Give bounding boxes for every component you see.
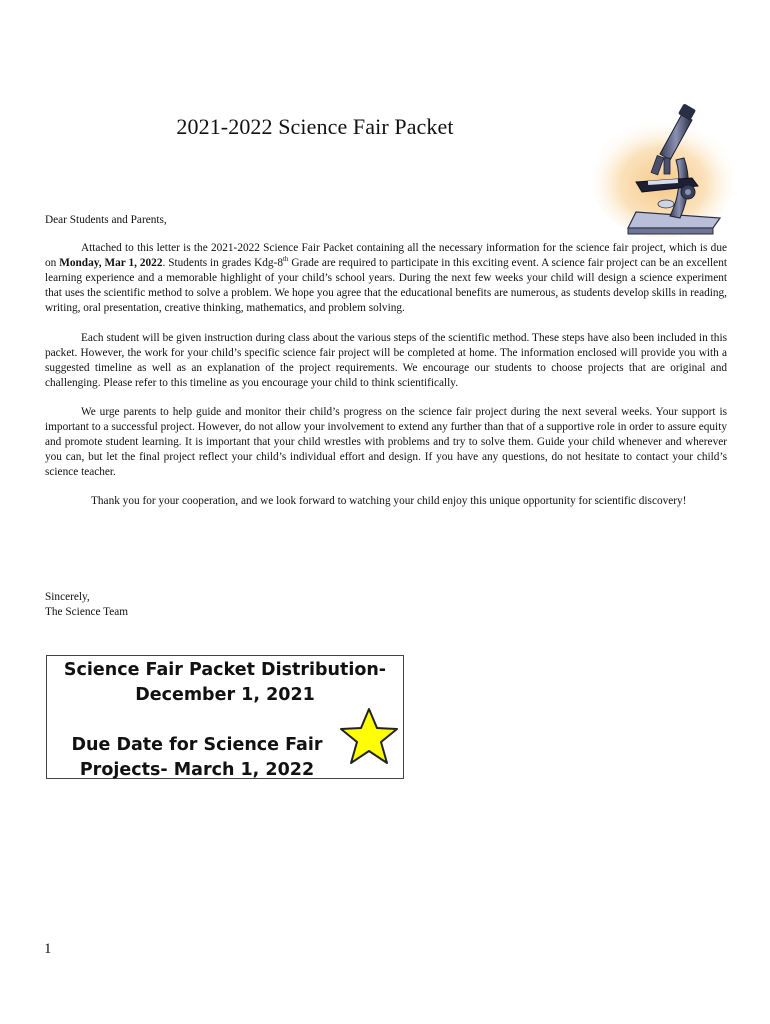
paragraph-1-text-2: . Students in grades Kdg-8	[162, 257, 283, 270]
paragraph-1	[45, 241, 727, 316]
due-line-1: Due Date for Science Fair	[71, 735, 323, 755]
paragraph-1-text: Attached to this letter is the 2021-2022 Science Fair Packet containing all the necessary information for the science fair project, which is due on	[45, 242, 727, 270]
letter-body	[45, 213, 727, 510]
paragraph-3: We urge parents to help guide and monitor their child’s progress on the science fair project during the next several weeks. Your support is important to a successful project. However, do not allow your involvement to extend any further than that of a supportive role in order to assure equity and promote student learning. It is important that your child wrestles with problems and try to solve them. Guide your child whenever and wherever you can, but let the final project reflect your child’s individual effort and design. If you have any questions, do not hesitate to contact your child’s science teacher.	[45, 405, 727, 479]
page-title: 2021-2022 Science Fair Packet	[176, 114, 454, 139]
greeting: Dear Students and Parents,	[45, 214, 167, 226]
distribution-line-1: Science Fair Packet Distribution-	[63, 660, 387, 680]
ordinal-superscript: th	[282, 255, 289, 264]
paragraph-1-text-3: Grade are required to participate in this exciting event. A science fair project can be an excellent learning experience and a memorable highlight of your child’s school years. During the next few weeks your child will design a science experiment that uses the scientific method to solve a problem. We hope you agree that the educational benefits are numerous, as students develop skills in reading, writing, oral presentation, creative thinking, mathematics, and problem solving.	[45, 257, 727, 315]
distribution-notice	[47, 658, 403, 708]
due-date: Monday, Mar 1, 2022	[59, 257, 163, 270]
due-line-2: Projects- March 1, 2022	[79, 760, 315, 780]
distribution-line-2: December 1, 2021	[135, 685, 315, 705]
paragraph-2: Each student will be given instruction during class about the various steps of the scientific method. These steps have also been included in this packet. However, the work for your child’s specific science fair project will be completed at home. The information enclosed will provide you with a suggested timeline as well as an explanation of the project requirements. We encourage our students to choose projects that are original and challenging. Please refer to this timeline as you encourage your child to think scientifically.	[45, 331, 727, 389]
due-date-notice	[47, 733, 347, 783]
star-icon	[338, 706, 400, 766]
signature: The Science Team	[45, 606, 129, 619]
paragraph-4: Thank you for your cooperation, and we look forward to watching your child enjoy this unique opportunity for scientific discovery!	[91, 495, 687, 508]
page-number: 1	[44, 941, 52, 957]
signoff	[45, 590, 128, 621]
closing: Sincerely,	[45, 591, 90, 603]
